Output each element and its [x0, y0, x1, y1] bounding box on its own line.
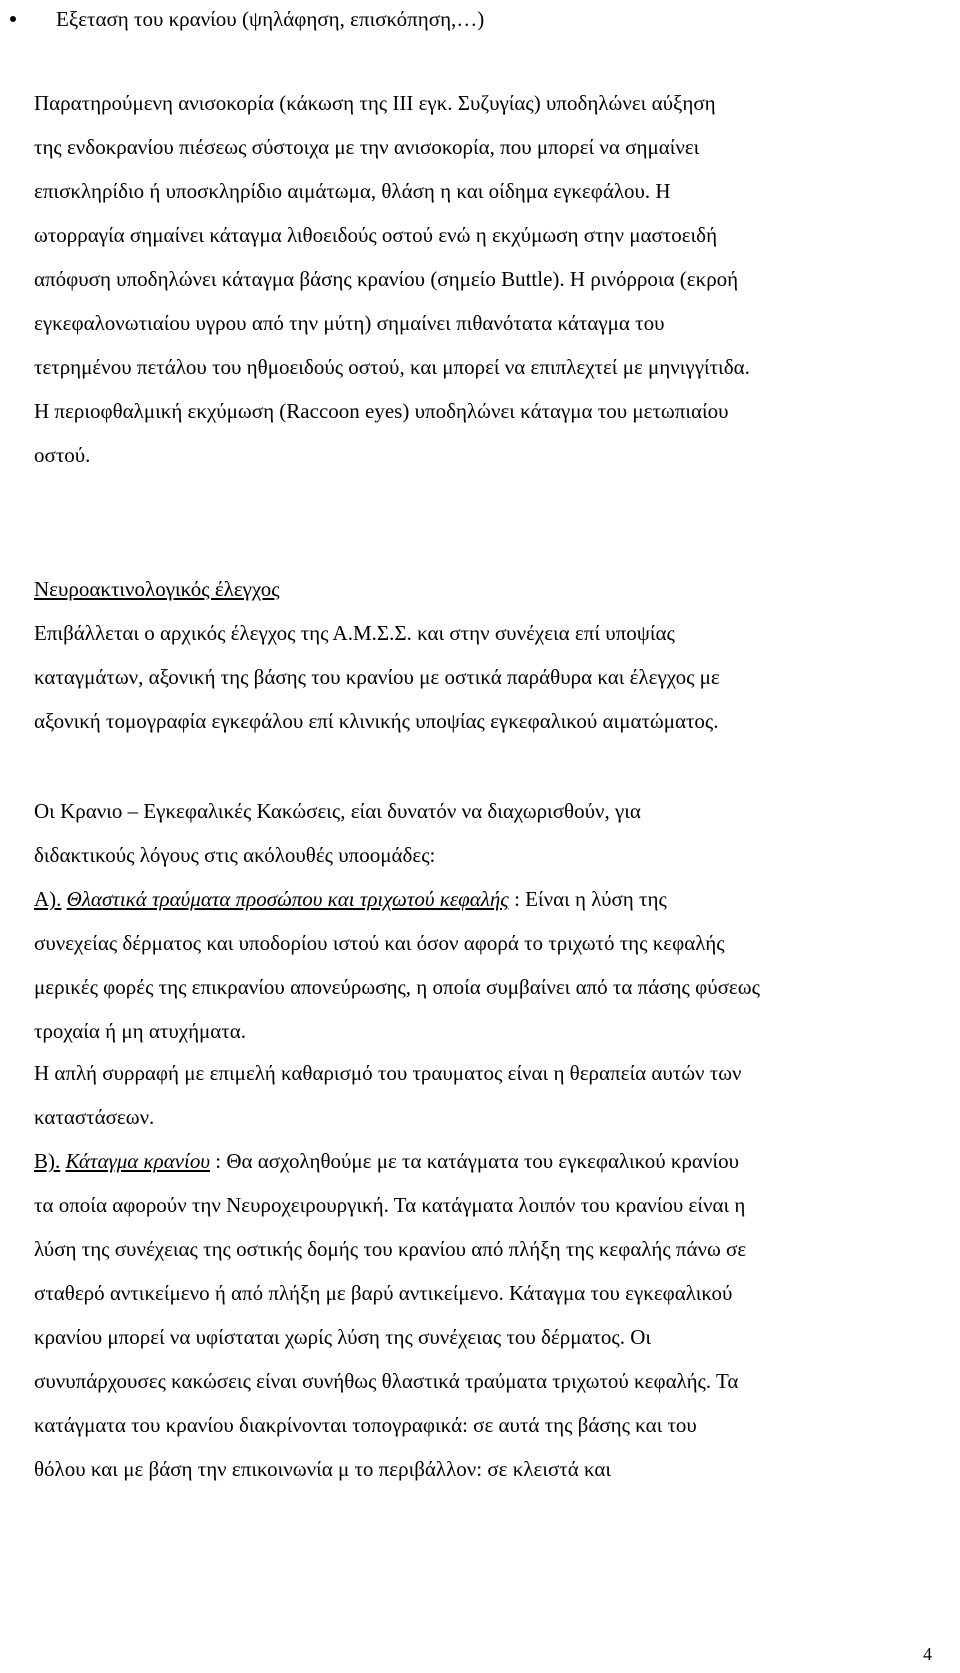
bullet-item — [10, 4, 484, 34]
sectionB-title: Κάταγμα κρανίου — [65, 1149, 211, 1173]
sectionA-line: συνεχείας δέρματος και υποδορίου ιστού και όσον αφορά το τριχωτό της κεφαλής — [34, 931, 725, 955]
bullet-icon — [10, 16, 16, 22]
sectionB-line: κρανίου μπορεί να υφίσταται χωρίς λύση της συνέχειας του δέρματος. Οι — [34, 1325, 652, 1349]
sectionA-title: Θλαστικά τραύματα προσώπου και τριχωτού κεφαλής — [66, 887, 509, 911]
para1-line: ωτορραγία σημαίνει κάταγμα λιθοειδούς οστού ενώ η εκχύμωση στην μαστοειδή — [34, 223, 718, 247]
para3-line: διδακτικούς λόγους στις ακόλουθές υποομάδες: — [34, 843, 436, 867]
para1-line: εγκεφαλονωτιαίου υγρου από την μύτη) σημαίνει πιθανότατα κάταγμα του — [34, 311, 665, 335]
sectionA-line: καταστάσεων. — [34, 1105, 155, 1129]
para1-line: απόφυση υποδηλώνει κάταγμα βάσης κρανίου (σημείο Buttle). Η ρινόρροια (εκροή — [34, 267, 739, 291]
para1-line: της ενδοκρανίου πιέσεως σύστοιχα με την ανισοκορία, που μπορεί να σημαίνει — [34, 135, 700, 159]
para3-line: Οι Κρανιο – Εγκεφαλικές Κακώσεις, είαι δυνατόν να διαχωρισθούν, για — [34, 799, 641, 823]
sectionB-first-line-rest: : Θα ασχοληθούμε με τα κατάγματα του εγκεφαλικού κρανίου — [210, 1149, 739, 1173]
sectionA-label: Α). — [34, 887, 62, 911]
sectionB-label: Β). — [34, 1149, 61, 1173]
para1-line: τετρημένου πετάλου του ηθμοειδούς οστού, και μπορεί να επιπλεχτεί με μηνιγγίτιδα. — [34, 355, 750, 379]
bullet-text: Εξεταση του κρανίου (ψηλάφηση, επισκόπηση,…) — [56, 7, 485, 31]
sectionB-line: σταθερό αντικείμενο ή από πλήξη με βαρύ αντικείμενο. Κάταγμα του εγκεφαλικού — [34, 1281, 733, 1305]
sectionB-line: λύση της συνέχειας της οστικής δομής του κρανίου από πλήξη της κεφαλής πάνω σε — [34, 1237, 747, 1261]
section-heading: Νευροακτινολογικός έλεγχος — [34, 577, 280, 601]
para2-line: Επιβάλλεται ο αρχικός έλεγχος της Α.Μ.Σ.Σ. και στην συνέχεια επί υποψίας — [34, 621, 675, 645]
para1-line: Παρατηρούμενη ανισοκορία (κάκωση της ΙΙΙ εγκ. Συζυγίας) υποδηλώνει αύξηση — [34, 91, 716, 115]
sectionA-first-line-rest: : Είναι η λύση της — [508, 887, 667, 911]
para1-line: Η περιοφθαλμική εκχύμωση (Raccoon eyes) υποδηλώνει κάταγμα του μετωπιαίου — [34, 399, 729, 423]
sectionA-line: Η απλή συρραφή με επιμελή καθαρισμό του τραυματος είναι η θεραπεία αυτών των — [34, 1061, 742, 1085]
para1-line: επισκληρίδιο ή υποσκληρίδιο αιμάτωμα, θλάση η και οίδημα εγκεφάλου. Η — [34, 179, 671, 203]
sectionB-line: θόλου και με βάση την επικοινωνία μ το περιβάλλον: σε κλειστά και — [34, 1457, 612, 1481]
sectionA-line: τροχαία ή μη ατυχήματα. — [34, 1019, 246, 1043]
sectionB-line: τα οποία αφορούν την Νευροχειρουργική. Τα κατάγματα λοιπόν του κρανίου είναι η — [34, 1193, 746, 1217]
sectionB-first-line — [34, 1146, 926, 1176]
para1-line: οστού. — [34, 443, 91, 467]
sectionB-line: συνυπάρχουσες κακώσεις είναι συνήθως θλαστικά τραύματα τριχωτού κεφαλής. Τα — [34, 1369, 739, 1393]
sectionB-line: κατάγματα του κρανίου διακρίνονται τοπογραφικά: σε αυτά της βάσης και του — [34, 1413, 697, 1437]
sectionA-first-line — [34, 884, 926, 914]
para2-line: καταγμάτων, αξονική της βάσης του κρανίου με οστικά παράθυρα και έλεγχος με — [34, 665, 720, 689]
page-number: 4 — [923, 1644, 932, 1664]
sectionA-line: μερικές φορές της επικρανίου απονεύρωσης, η οποία συμβαίνει από τα πάσης φύσεως — [34, 975, 760, 999]
para2-line: αξονική τομογραφία εγκεφάλου επί κλινικής υποψίας εγκεφαλικού αιματώματος. — [34, 709, 719, 733]
